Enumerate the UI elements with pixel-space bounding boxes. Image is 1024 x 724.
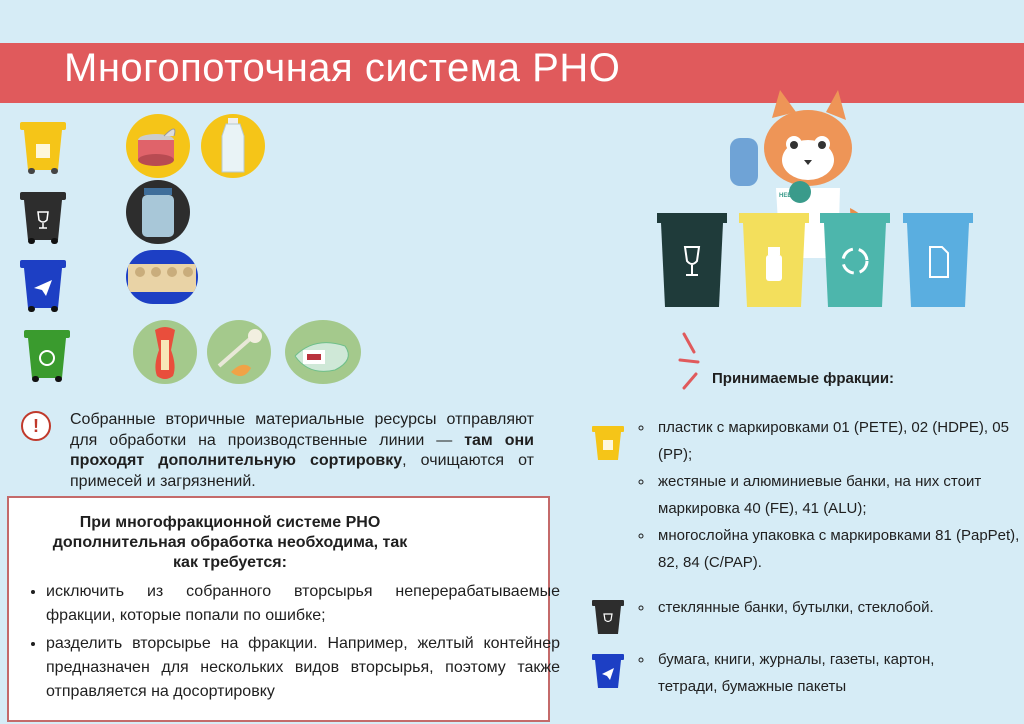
black-bin-icon: [20, 190, 66, 244]
info-paragraph: [70, 410, 534, 492]
tin-can-icon: [126, 114, 190, 178]
blue-bin-icon: [20, 258, 66, 312]
mascot-brand-label: НЕВСКИЙ: [779, 193, 809, 199]
page-title: Многопоточная система РНО: [64, 46, 621, 90]
list-item: ◦ стеклянные банки, бутылки, стеклобой.: [654, 594, 1024, 621]
blue-bin-icon: [592, 652, 624, 692]
paper-bin-icon: [903, 213, 973, 309]
box-title: При многофракционной системе РНО дополнительная обработка необходима, так как требуется:: [52, 514, 408, 571]
exclamation-icon: !: [21, 411, 51, 441]
egg-carton-icon: [126, 250, 198, 304]
list-item: • исключить из собранного вторсырья неперерабатываемые фракции, которые попали по ошибке;: [46, 580, 560, 628]
list-item: ◦ пластик с маркировками 01 (PETE), 02 (HDPE), 05 (PP);: [654, 414, 1024, 468]
info-text-bold: там они проходят дополнительную сортировку: [70, 431, 534, 469]
list-item: ◦ жестяные и алюминиевые банки, на них стоит маркировка 40 (FE), 41 (ALU);: [654, 468, 1024, 522]
glass-jar-icon: [126, 180, 190, 244]
black-bin-icon: [592, 598, 624, 638]
info-text-part: , очищаются от примесей и загрязнений.: [70, 452, 534, 490]
list-item: ◦ бумага, книги, журналы, газеты, картон, тетради, бумажные пакеты: [654, 646, 994, 700]
list-item: • разделить вторсырье на фракции. Например, желтый контейнер предназначен для нескольких видов вторсырья, поэтому также отправляется на досортировку: [46, 632, 560, 704]
fractions-title: Принимаемые фракции:: [712, 370, 895, 387]
yellow-fractions-list: [636, 414, 1024, 576]
glass-bin-icon: [657, 213, 727, 309]
plastic-bag-icon: [285, 320, 361, 384]
fish-bone-icon: [207, 320, 271, 384]
requirements-list: [22, 580, 560, 708]
apple-core-icon: [133, 320, 197, 384]
info-text-part: Собранные вторичные материальные ресурсы отправляют для обработки на производственные линии —: [70, 411, 534, 449]
yellow-bin-icon: [20, 120, 66, 174]
blue-fractions-list: [636, 646, 994, 700]
yellow-bin-icon: [592, 424, 624, 464]
list-item: ◦ многослойна упаковка с маркировками 81 (PapPet), 82, 84 (C/PAP).: [654, 522, 1024, 576]
black-fractions-list: [636, 594, 1024, 621]
recycle-bin-icon: [820, 213, 890, 309]
green-bin-icon: [24, 328, 70, 382]
plastic-bottle-icon: [201, 114, 265, 178]
plastic-bin-icon: [739, 213, 809, 309]
